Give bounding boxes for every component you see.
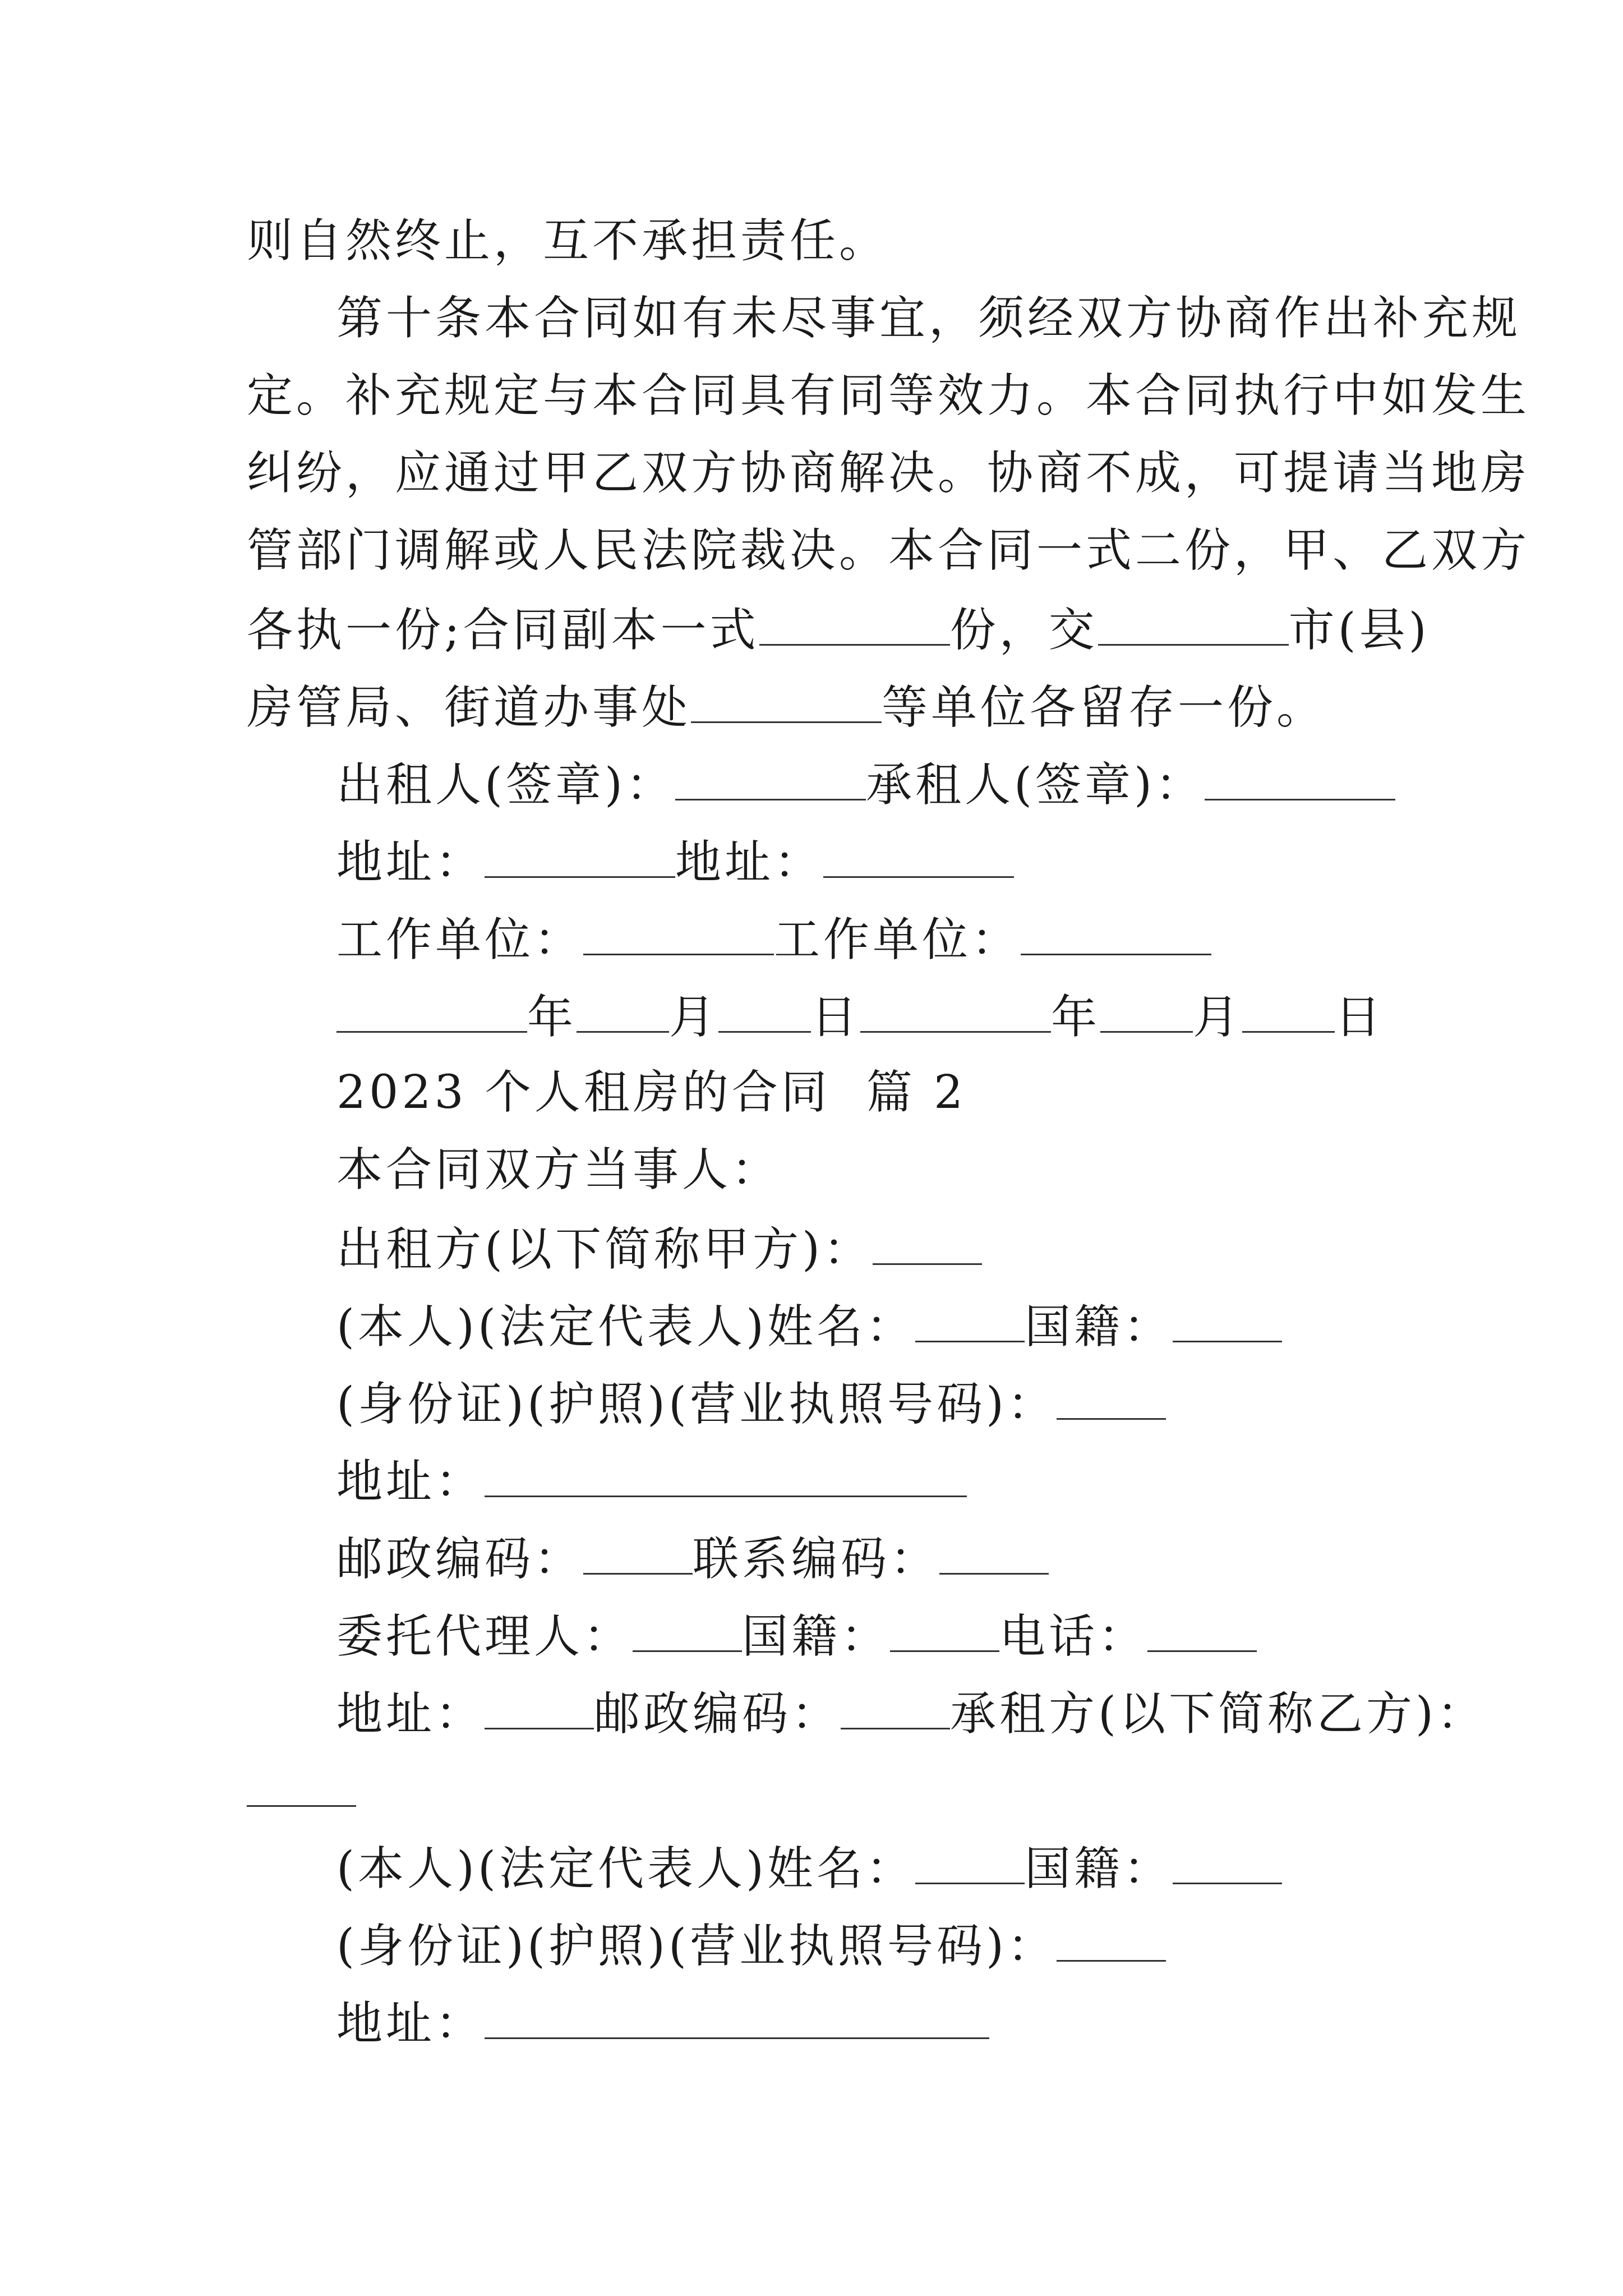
blank-field (1057, 1374, 1166, 1420)
work-line (336, 910, 1211, 968)
label: 日 (1335, 991, 1385, 1044)
paragraph-text: 等单位各留存一份。 (882, 681, 1326, 734)
label: 年 (1051, 991, 1101, 1044)
form-line (336, 1916, 1166, 1975)
form-line (336, 1374, 1166, 1433)
label: 国籍： (742, 1610, 891, 1663)
blank-field (583, 1529, 693, 1575)
label: 月 (669, 991, 719, 1044)
text-line (247, 523, 1530, 579)
blank-field (823, 832, 1014, 878)
blank-field (1057, 1916, 1166, 1962)
blank-field (1173, 1297, 1282, 1342)
blank-field (675, 755, 866, 800)
paragraph-text: 第十条本合同如有未尽事宜，须经双方协商作出补充规 (336, 292, 1521, 345)
label: 联系编码： (693, 1533, 940, 1586)
label: 邮政编码： (336, 1533, 584, 1586)
blank-field (1147, 1607, 1257, 1652)
blank-field (583, 910, 774, 955)
paragraph-text: 则自然终止，互不承担责任。 (247, 214, 889, 268)
form-line (247, 1761, 356, 1820)
signature-line (336, 755, 1395, 813)
blank-field (485, 1452, 967, 1497)
label: 工作单位： (336, 913, 584, 967)
blank-field (1173, 1839, 1282, 1884)
form-line (336, 1839, 1282, 1897)
blank-field (485, 832, 675, 878)
blank-field (485, 1684, 594, 1729)
paragraph-text: 市(县) (1288, 604, 1430, 657)
blank-field (577, 987, 669, 1033)
paragraph-text: 房管局、街道办事处 (247, 681, 691, 734)
label: 年 (527, 991, 577, 1044)
label: (本人)(法定代表人)姓名： (336, 1842, 915, 1895)
paragraph-text: 纠纷，应通过甲乙双方协商解决。协商不成，可提请当地房 (247, 447, 1530, 500)
blank-field (633, 1607, 742, 1652)
blank-field (247, 1761, 356, 1807)
form-line (336, 1297, 1282, 1355)
blank-field (860, 987, 1051, 1033)
paragraph-text: 本合同双方当事人： (336, 1143, 781, 1197)
label: 日 (811, 991, 861, 1044)
label: 地址： (675, 836, 824, 889)
label: 地址： (336, 1455, 485, 1508)
blank-field (1021, 910, 1211, 955)
label: (身份证)(护照)(营业执照号码)： (336, 1378, 1057, 1431)
blank-field (890, 1607, 999, 1652)
label: 邮政编码： (594, 1687, 841, 1741)
label: 地址： (336, 836, 485, 889)
text-line (247, 600, 1430, 659)
label: (身份证)(护照)(营业执照号码)： (336, 1920, 1057, 1973)
text-line (247, 368, 1530, 424)
form-line (336, 1994, 989, 2052)
blank-field (485, 1994, 989, 2039)
text-line (247, 678, 1326, 736)
label: 出租方(以下简称甲方)： (336, 1223, 873, 1276)
blank-field (841, 1684, 950, 1729)
label: 地址： (336, 1997, 485, 2050)
blank-field (1100, 987, 1193, 1033)
blank-field (915, 1839, 1025, 1884)
address-line (336, 832, 1014, 891)
paragraph-text: 各执一份;合同副本一式 (247, 604, 759, 657)
blank-field (873, 1220, 982, 1265)
form-line (336, 1452, 967, 1510)
blank-field (939, 1529, 1049, 1575)
section-title (336, 1065, 966, 1121)
form-line (336, 1529, 1049, 1588)
label: 委托代理人： (336, 1610, 633, 1663)
form-line (336, 1607, 1257, 1665)
paragraph-text: 管部门调解或人民法院裁决。本合同一式二份，甲、乙双方 (247, 524, 1530, 577)
text-line (247, 445, 1530, 501)
label: 工作单位： (774, 913, 1021, 967)
form-line (336, 1220, 982, 1278)
text-line (336, 1142, 781, 1198)
blank-field (691, 678, 882, 723)
blank-field (759, 600, 950, 646)
blank-field (1098, 600, 1289, 646)
label: 承租方(以下简称乙方)： (950, 1687, 1487, 1741)
label: 承租人(签章)： (865, 758, 1205, 812)
blank-field (915, 1297, 1025, 1342)
label: 电话： (999, 1610, 1148, 1663)
label: 出租人(签章)： (336, 758, 675, 812)
label: 月 (1193, 991, 1243, 1044)
blank-field (718, 987, 811, 1033)
label: 地址： (336, 1687, 485, 1741)
blank-field (1205, 755, 1395, 800)
date-line (336, 987, 1384, 1046)
paragraph-text: 份，交 (949, 604, 1098, 657)
text-line (336, 291, 1521, 347)
text-line (247, 213, 888, 269)
label: 国籍： (1024, 1842, 1173, 1895)
paragraph-text: 定。补充规定与本合同具有同等效力。本合同执行中如发生 (247, 369, 1530, 422)
label: (本人)(法定代表人)姓名： (336, 1300, 915, 1354)
heading-text: 2023 个人租房的合同 篇 2 (336, 1066, 967, 1119)
form-line (336, 1684, 1486, 1742)
blank-field (336, 987, 527, 1033)
blank-field (1242, 987, 1335, 1033)
label: 国籍： (1024, 1300, 1173, 1354)
